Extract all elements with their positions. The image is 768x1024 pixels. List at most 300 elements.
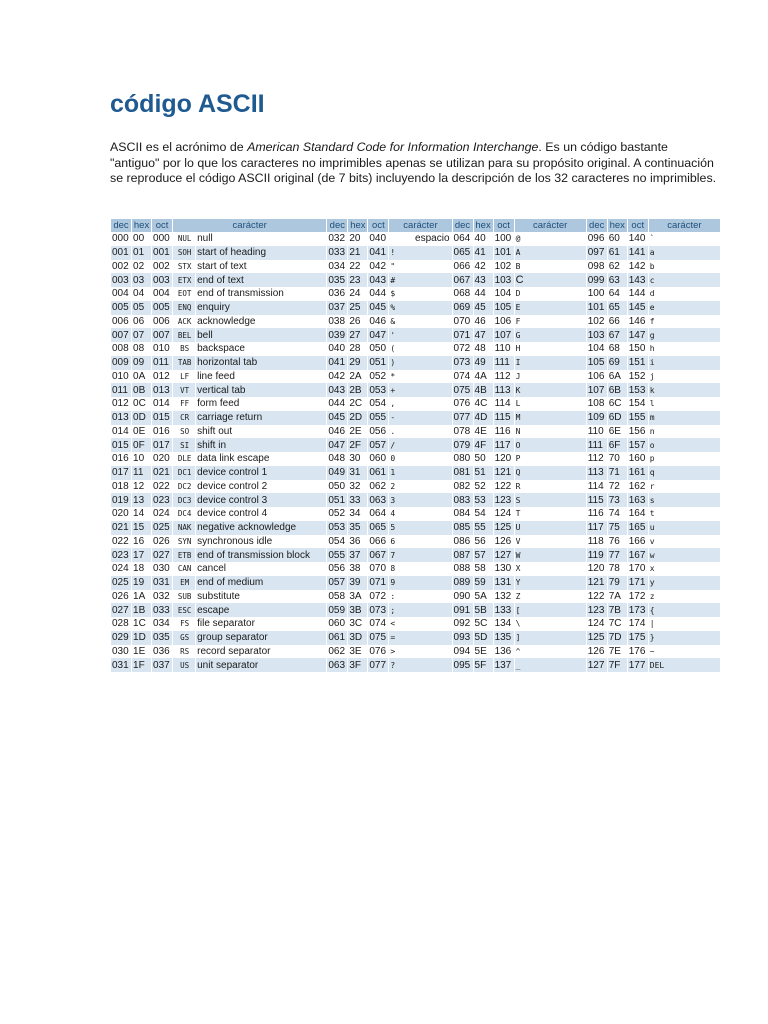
character-cell: L (515, 397, 586, 411)
hex-cell: 16 (132, 535, 151, 549)
hex-cell: 35 (348, 521, 367, 535)
oct-cell: 002 (152, 260, 172, 274)
table-row (111, 603, 720, 617)
oct-cell: 111 (494, 356, 514, 370)
dec-cell: 015 (111, 438, 131, 452)
table-row (111, 370, 720, 384)
hex-cell: 5F (474, 658, 493, 672)
table-row (111, 383, 720, 397)
control-description-cell: enquiry (196, 301, 326, 315)
dec-cell: 023 (111, 548, 131, 562)
oct-cell: 031 (152, 576, 172, 590)
oct-cell: 155 (628, 411, 648, 425)
hex-cell: 75 (608, 521, 627, 535)
oct-cell: 001 (152, 246, 172, 260)
hex-cell: 28 (348, 342, 367, 356)
character-cell: z (649, 590, 720, 604)
dec-cell: 090 (453, 590, 473, 604)
oct-cell: 053 (368, 383, 388, 397)
oct-cell: 124 (494, 507, 514, 521)
header-dec: dec (587, 219, 607, 232)
dec-cell: 109 (587, 411, 607, 425)
hex-cell: 0D (132, 411, 151, 425)
character-cell: K (515, 383, 586, 397)
oct-cell: 040 (368, 232, 388, 246)
character-cell: o (649, 438, 720, 452)
dec-cell: 032 (327, 232, 347, 246)
table-row (111, 425, 720, 439)
dec-cell: 122 (587, 590, 607, 604)
table-row (111, 301, 720, 315)
table-row (111, 328, 720, 342)
hex-cell: 61 (608, 246, 627, 260)
hex-cell: 72 (608, 480, 627, 494)
hex-cell: 05 (132, 301, 151, 315)
control-description-cell: device control 2 (196, 480, 326, 494)
hex-cell: 36 (348, 535, 367, 549)
dec-cell: 057 (327, 576, 347, 590)
hex-cell: 56 (474, 535, 493, 549)
dec-cell: 094 (453, 645, 473, 659)
header-caracter: carácter (173, 219, 326, 232)
table-row (111, 548, 720, 562)
oct-cell: 112 (494, 370, 514, 384)
oct-cell: 133 (494, 603, 514, 617)
oct-cell: 100 (494, 232, 514, 246)
dec-cell: 124 (587, 617, 607, 631)
oct-cell: 046 (368, 315, 388, 329)
oct-cell: 135 (494, 631, 514, 645)
hex-cell: 18 (132, 562, 151, 576)
control-description-cell: unit separator (196, 658, 326, 672)
oct-cell: 020 (152, 452, 172, 466)
oct-cell: 173 (628, 603, 648, 617)
character-cell: Y (515, 576, 586, 590)
dec-cell: 126 (587, 645, 607, 659)
hex-cell: 68 (608, 342, 627, 356)
control-description-cell: data link escape (196, 452, 326, 466)
control-abbr-cell: DC2 (173, 480, 195, 494)
character-cell: X (515, 562, 586, 576)
oct-cell: 167 (628, 548, 648, 562)
character-cell: 9 (389, 576, 451, 590)
control-abbr-cell: SYN (173, 535, 195, 549)
table-row (111, 562, 720, 576)
control-abbr-cell: EM (173, 576, 195, 590)
oct-cell: 101 (494, 246, 514, 260)
control-description-cell: cancel (196, 562, 326, 576)
hex-cell: 00 (132, 232, 151, 246)
control-description-cell: line feed (196, 370, 326, 384)
dec-cell: 120 (587, 562, 607, 576)
dec-cell: 098 (587, 260, 607, 274)
dec-cell: 062 (327, 645, 347, 659)
oct-cell: 067 (368, 548, 388, 562)
character-cell: v (649, 535, 720, 549)
oct-cell: 077 (368, 658, 388, 672)
control-abbr-cell: STX (173, 260, 195, 274)
control-description-cell: record separator (196, 645, 326, 659)
dec-cell: 052 (327, 507, 347, 521)
hex-cell: 07 (132, 328, 151, 342)
oct-cell: 076 (368, 645, 388, 659)
oct-cell: 171 (628, 576, 648, 590)
control-abbr-cell: ETB (173, 548, 195, 562)
character-cell: % (389, 301, 451, 315)
control-description-cell: null (196, 232, 326, 246)
table-row (111, 397, 720, 411)
character-cell: y (649, 576, 720, 590)
dec-cell: 000 (111, 232, 131, 246)
oct-cell: 037 (152, 658, 172, 672)
dec-cell: 102 (587, 315, 607, 329)
control-description-cell: vertical tab (196, 383, 326, 397)
character-cell: ; (389, 603, 451, 617)
hex-cell: 66 (608, 315, 627, 329)
oct-cell: 127 (494, 548, 514, 562)
control-abbr-cell: DC3 (173, 493, 195, 507)
hex-cell: 03 (132, 273, 151, 287)
dec-cell: 029 (111, 631, 131, 645)
oct-cell: 045 (368, 301, 388, 315)
dec-cell: 083 (453, 493, 473, 507)
hex-cell: 7E (608, 645, 627, 659)
hex-cell: 3B (348, 603, 367, 617)
hex-cell: 5D (474, 631, 493, 645)
dec-cell: 061 (327, 631, 347, 645)
oct-cell: 056 (368, 425, 388, 439)
table-row (111, 576, 720, 590)
intro-text-start: ASCII es el acrónimo de (110, 140, 248, 154)
control-abbr-cell: FF (173, 397, 195, 411)
character-cell: , (389, 397, 451, 411)
hex-cell: 6B (608, 383, 627, 397)
control-abbr-cell: NUL (173, 232, 195, 246)
character-cell: p (649, 452, 720, 466)
dec-cell: 035 (327, 273, 347, 287)
hex-cell: 27 (348, 328, 367, 342)
dec-cell: 101 (587, 301, 607, 315)
dec-cell: 021 (111, 521, 131, 535)
dec-cell: 105 (587, 356, 607, 370)
oct-cell: 106 (494, 315, 514, 329)
dec-cell: 073 (453, 356, 473, 370)
dec-cell: 064 (453, 232, 473, 246)
hex-cell: 5C (474, 617, 493, 631)
oct-cell: 070 (368, 562, 388, 576)
hex-cell: 7D (608, 631, 627, 645)
hex-cell: 2F (348, 438, 367, 452)
character-cell: t (649, 507, 720, 521)
character-cell: & (389, 315, 451, 329)
hex-cell: 78 (608, 562, 627, 576)
dec-cell: 039 (327, 328, 347, 342)
dec-cell: 110 (587, 425, 607, 439)
dec-cell: 093 (453, 631, 473, 645)
dec-cell: 119 (587, 548, 607, 562)
oct-cell: 117 (494, 438, 514, 452)
dec-cell: 081 (453, 466, 473, 480)
hex-cell: 4D (474, 411, 493, 425)
hex-cell: 11 (132, 466, 151, 480)
hex-cell: 5B (474, 603, 493, 617)
dec-cell: 008 (111, 342, 131, 356)
hex-cell: 12 (132, 480, 151, 494)
character-cell: l (649, 397, 720, 411)
dec-cell: 117 (587, 521, 607, 535)
character-cell: k (649, 383, 720, 397)
character-cell: 6 (389, 535, 451, 549)
hex-cell: 3C (348, 617, 367, 631)
dec-cell: 085 (453, 521, 473, 535)
oct-cell: 074 (368, 617, 388, 631)
table-row (111, 260, 720, 274)
header-oct: oct (152, 219, 172, 232)
dec-cell: 020 (111, 507, 131, 521)
oct-cell: 142 (628, 260, 648, 274)
hex-cell: 1B (132, 603, 151, 617)
control-description-cell: synchronous idle (196, 535, 326, 549)
header-dec: dec (453, 219, 473, 232)
dec-cell: 017 (111, 466, 131, 480)
table-row (111, 480, 720, 494)
header-dec: dec (111, 219, 131, 232)
oct-cell: 071 (368, 576, 388, 590)
control-description-cell: start of heading (196, 246, 326, 260)
oct-cell: 141 (628, 246, 648, 260)
control-description-cell: group separator (196, 631, 326, 645)
character-cell: a (649, 246, 720, 260)
character-cell: { (649, 603, 720, 617)
oct-cell: 003 (152, 273, 172, 287)
character-cell: \ (515, 617, 586, 631)
hex-cell: 53 (474, 493, 493, 507)
character-cell: h (649, 342, 720, 356)
oct-cell: 152 (628, 370, 648, 384)
character-cell: j (649, 370, 720, 384)
character-cell: C (515, 273, 586, 287)
hex-cell: 7B (608, 603, 627, 617)
hex-cell: 48 (474, 342, 493, 356)
oct-cell: 064 (368, 507, 388, 521)
oct-cell: 050 (368, 342, 388, 356)
table-row (111, 273, 720, 287)
oct-cell: 012 (152, 370, 172, 384)
hex-cell: 65 (608, 301, 627, 315)
dec-cell: 127 (587, 658, 607, 672)
dec-cell: 051 (327, 493, 347, 507)
oct-cell: 035 (152, 631, 172, 645)
hex-cell: 6E (608, 425, 627, 439)
table-row (111, 438, 720, 452)
dec-cell: 046 (327, 425, 347, 439)
character-cell: . (389, 425, 451, 439)
intro-text-end: . Es un código bastante "antiguo" por lo que los caracteres no imprimibles apenas se utilizan para su propósito original. A continuación se reproduce el código ASCII original (de 7 bits) incluyendo la descripción de los 32 caracteres no imprimibles. (110, 140, 717, 185)
intro-paragraph (110, 140, 720, 187)
hex-cell: 55 (474, 521, 493, 535)
hex-cell: 0C (132, 397, 151, 411)
oct-cell: 004 (152, 287, 172, 301)
oct-cell: 157 (628, 438, 648, 452)
oct-cell: 021 (152, 466, 172, 480)
table-row (111, 356, 720, 370)
header-hex: hex (609, 220, 625, 231)
character-cell: * (389, 370, 451, 384)
oct-cell: 032 (152, 590, 172, 604)
oct-cell: 140 (628, 232, 648, 246)
hex-cell: 5A (474, 590, 493, 604)
hex-cell: 20 (348, 232, 367, 246)
control-description-cell: device control 3 (196, 493, 326, 507)
character-cell: 4 (389, 507, 451, 521)
dec-cell: 049 (327, 466, 347, 480)
oct-cell: 023 (152, 493, 172, 507)
hex-cell: 08 (132, 342, 151, 356)
header-dec: dec (327, 219, 347, 232)
oct-cell: 105 (494, 301, 514, 315)
control-abbr-cell: NAK (173, 521, 195, 535)
control-abbr-cell: EOT (173, 287, 195, 301)
dec-cell: 070 (453, 315, 473, 329)
dec-cell: 025 (111, 576, 131, 590)
oct-cell: 034 (152, 617, 172, 631)
hex-cell: 60 (608, 232, 627, 246)
dec-cell: 066 (453, 260, 473, 274)
dec-cell: 042 (327, 370, 347, 384)
hex-cell: 52 (474, 480, 493, 494)
dec-cell: 055 (327, 548, 347, 562)
character-cell: m (649, 411, 720, 425)
oct-cell: 162 (628, 480, 648, 494)
oct-cell: 126 (494, 535, 514, 549)
character-cell: u (649, 521, 720, 535)
oct-cell: 063 (368, 493, 388, 507)
hex-cell: 24 (348, 287, 367, 301)
dec-cell: 063 (327, 658, 347, 672)
table-row (111, 507, 720, 521)
oct-cell: 103 (494, 273, 514, 287)
dec-cell: 011 (111, 383, 131, 397)
dec-cell: 018 (111, 480, 131, 494)
dec-cell: 084 (453, 507, 473, 521)
dec-cell: 002 (111, 260, 131, 274)
control-description-cell: file separator (196, 617, 326, 631)
dec-cell: 096 (587, 232, 607, 246)
dec-cell: 077 (453, 411, 473, 425)
hex-cell: 2C (348, 397, 367, 411)
table-row (111, 452, 720, 466)
character-cell: q (649, 466, 720, 480)
hex-cell: 59 (474, 576, 493, 590)
dec-cell: 044 (327, 397, 347, 411)
header-caracter: carácter (515, 219, 586, 232)
dec-cell: 050 (327, 480, 347, 494)
oct-cell: 027 (152, 548, 172, 562)
hex-cell: 42 (474, 260, 493, 274)
oct-cell: 160 (628, 452, 648, 466)
oct-cell: 156 (628, 425, 648, 439)
hex-cell: 79 (608, 576, 627, 590)
hex-cell: 44 (474, 287, 493, 301)
dec-cell: 053 (327, 521, 347, 535)
hex-cell: 5E (474, 645, 493, 659)
dec-cell: 040 (327, 342, 347, 356)
dec-cell: 005 (111, 301, 131, 315)
hex-cell: 41 (474, 246, 493, 260)
oct-cell: 075 (368, 631, 388, 645)
character-cell: G (515, 328, 586, 342)
oct-cell: 170 (628, 562, 648, 576)
character-cell: F (515, 315, 586, 329)
dec-cell: 123 (587, 603, 607, 617)
character-cell: ) (389, 356, 451, 370)
hex-cell: 34 (348, 507, 367, 521)
control-abbr-cell: SUB (173, 590, 195, 604)
dec-cell: 034 (327, 260, 347, 274)
oct-cell: 110 (494, 342, 514, 356)
table-row (111, 232, 720, 246)
hex-cell: 3D (348, 631, 367, 645)
control-description-cell: backspace (196, 342, 326, 356)
control-description-cell: acknowledge (196, 315, 326, 329)
hex-cell: 32 (348, 480, 367, 494)
hex-cell: 4A (474, 370, 493, 384)
character-cell: i (649, 356, 720, 370)
oct-cell: 125 (494, 521, 514, 535)
character-cell: U (515, 521, 586, 535)
oct-cell: 043 (368, 273, 388, 287)
oct-cell: 147 (628, 328, 648, 342)
oct-cell: 054 (368, 397, 388, 411)
character-cell: N (515, 425, 586, 439)
oct-cell: 065 (368, 521, 388, 535)
control-abbr-cell: BS (173, 342, 195, 356)
hex-cell: 02 (132, 260, 151, 274)
hex-cell: 33 (348, 493, 367, 507)
oct-cell: 033 (152, 603, 172, 617)
character-cell: 1 (389, 466, 451, 480)
hex-cell: 46 (474, 315, 493, 329)
control-description-cell: end of transmission (196, 287, 326, 301)
character-cell: | (649, 617, 720, 631)
dec-cell: 026 (111, 590, 131, 604)
oct-cell: 134 (494, 617, 514, 631)
hex-cell: 06 (132, 315, 151, 329)
hex-cell: 1E (132, 645, 151, 659)
dec-cell: 114 (587, 480, 607, 494)
oct-cell: 175 (628, 631, 648, 645)
table-row (111, 617, 720, 631)
control-abbr-cell: BEL (173, 328, 195, 342)
header-oct: oct (628, 219, 648, 232)
character-cell: D (515, 287, 586, 301)
dec-cell: 037 (327, 301, 347, 315)
dec-cell: 013 (111, 411, 131, 425)
character-cell: ~ (649, 645, 720, 659)
dec-cell: 086 (453, 535, 473, 549)
dec-cell: 071 (453, 328, 473, 342)
oct-cell: 036 (152, 645, 172, 659)
hex-cell: 26 (348, 315, 367, 329)
oct-cell: 026 (152, 535, 172, 549)
character-cell: [ (515, 603, 586, 617)
control-abbr-cell: SI (173, 438, 195, 452)
hex-cell: 1F (132, 658, 151, 672)
hex-cell: 0A (132, 370, 151, 384)
hex-cell: 22 (348, 260, 367, 274)
character-cell: # (389, 273, 451, 287)
hex-cell: 73 (608, 493, 627, 507)
